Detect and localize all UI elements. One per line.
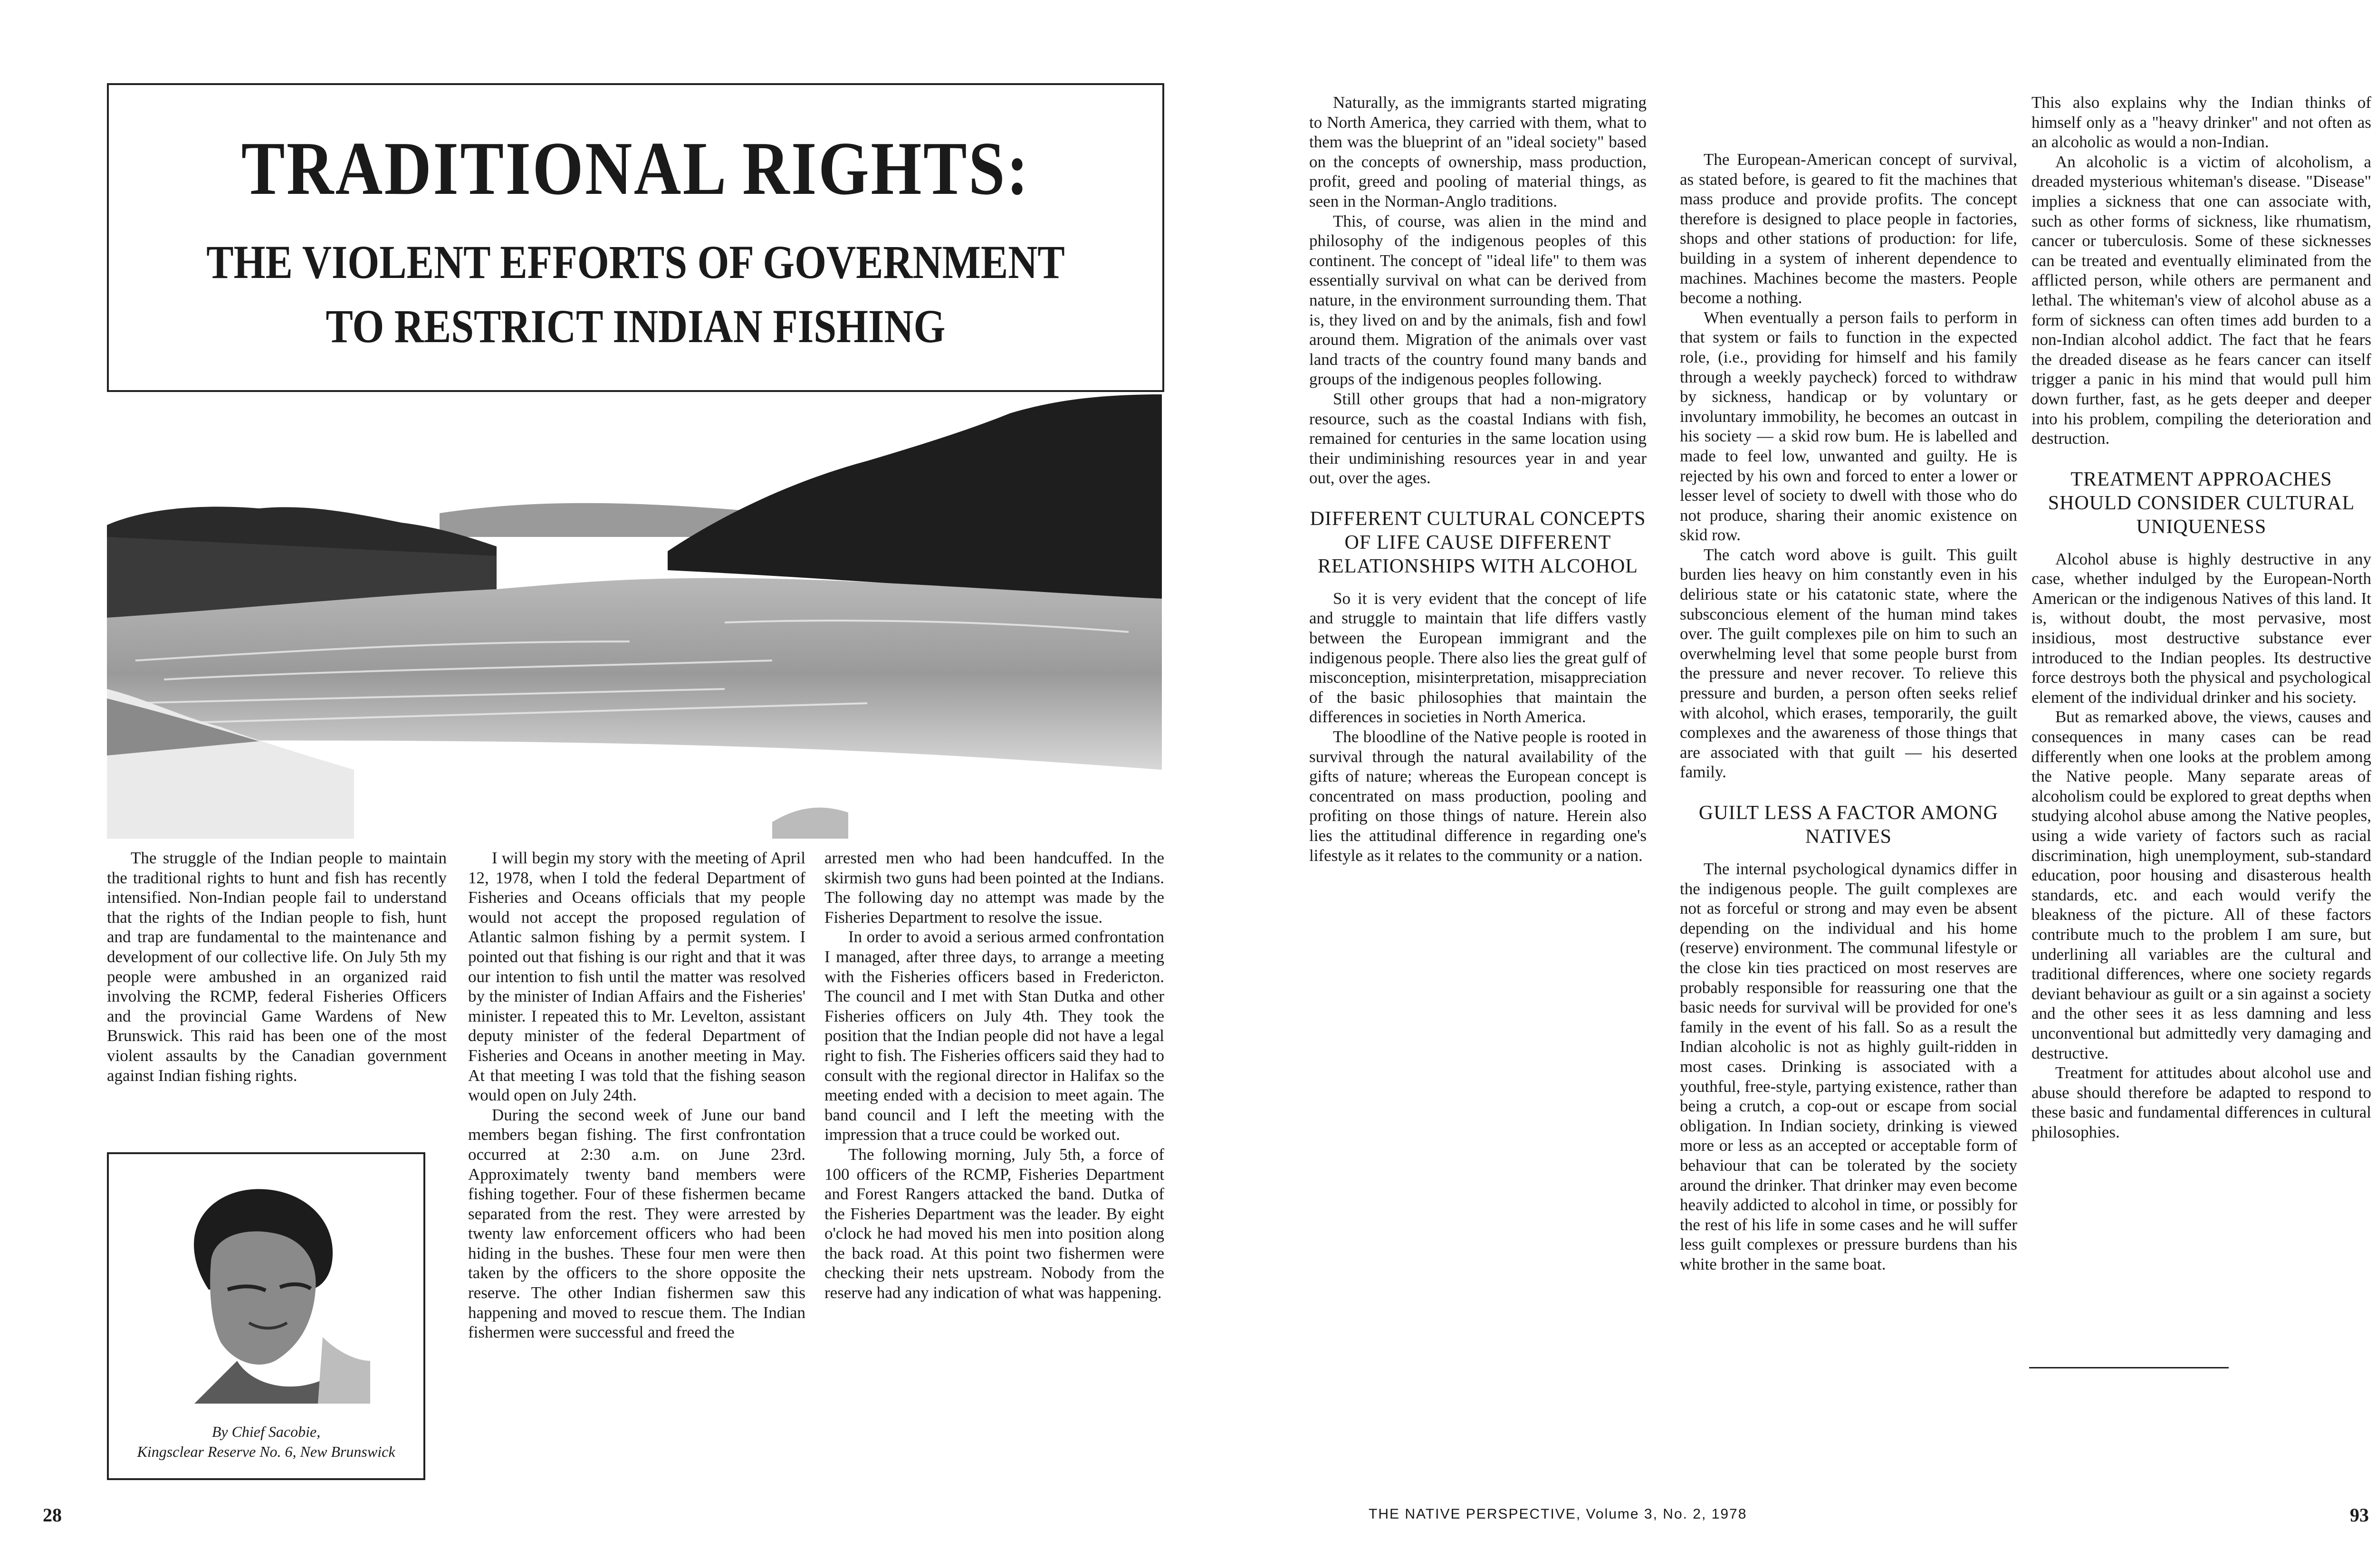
article-column-3	[824, 848, 1164, 1303]
paragraph: When eventually a person fails to perform in that system or fails to function in the expected role, (i.e., providing for himself and his family through a weekly paycheck) forced to withdraw by sickness, handicap or by voluntary or involuntary immobility, he becomes an outcast in his society — a skid row bum. He is labelled and made to feel low, unwanted and guilty. He is rejected by his own and forced to enter a lower or lesser level of society to dwell with those who do not produce, sharing their anomic existence on skid row.	[1680, 308, 2017, 545]
paragraph: This also explains why the Indian thinks of himself only as a "heavy drinker" and not often as an alcoholic as would a non-Indian.	[2031, 93, 2371, 152]
paragraph: This, of course, was alien in the mind and philosophy of the indigenous peoples of this continent. The concept of "ideal life" to them was essentially survival on what can be derived from nature, in the environment surrounding them. That is, they lived on and by the animals, fish and fowl around them. Migration of the animals over vast land tracts of the country found many bands and groups of the indigenous peoples following.	[1309, 211, 1647, 389]
title-box	[107, 83, 1164, 392]
paragraph: The following morning, July 5th, a force of 100 officers of the RCMP, Fisheries Department and Forest Rangers attacked the band. Dutka of the Fisheries Department was the leader. By eight o'clock he had moved his men into position along the back road. At this point two fishermen were checking their nets upstream. Nobody from the reserve had any indication of what was happening.	[824, 1145, 1164, 1302]
section-heading: DIFFERENT CULTURAL CONCEPTS OF LIFE CAUSE DIFFERENT RELATIONSHIPS WITH ALCOHOL	[1310, 507, 1646, 577]
paragraph: The internal psychological dynamics differ in the indigenous people. The guilt complexes are not as forceful or strong and may even be absent depending on the individual and his home (reserve) environment. The communal lifestyle or the close kin ties practiced on most reserves are probably responsible for reassuring one that the basic needs for survival will be provided for one's family in the event of his fall. So as a result the Indian alcoholic is not as highly guilt-ridden in most cases. Drinking is associated with a youthful, free-style, partying existence, rather than being a crutch, a cop-out or escape from social obligation. In Indian society, drinking is viewed more or less as an accepted or acceptable form of behaviour that can be tolerated by the society around the drinker. That drinker may even become heavily addicted to alcohol in time, or possibly for the rest of his life in some cases and he will suffer less guilt complexes or pressure burdens than his white brother in the same boat.	[1680, 860, 2017, 1273]
paragraph: The European-American concept of survival, as stated before, is geared to fit the machines that mass produce and provide profits. The concept therefore is designed to place people in factories, shops and other stations of production: for life, building in a system of inherent dependence to machines. Machines become the masters. People become a nothing.	[1680, 150, 2017, 307]
river-photo	[107, 394, 1162, 839]
article-column-6	[2031, 93, 2371, 1142]
paragraph: During the second week of June our band members began fishing. The first confrontation occurred at 2:30 a.m. on June 23rd. Approximately twenty band members were fishing together. Four of these fishermen became separated from the rest. They were arrested by twenty law enforcement officers who had been hiding in the bushes. These four men were then taken by the officers to the shore opposite the reserve. The other Indian fishermen saw this happening and moved to rescue them. The Indian fishermen were successful and freed the	[468, 1105, 805, 1342]
paragraph: So it is very evident that the concept of life and struggle to maintain that life differs vastly between the European immigrant and the indigenous people. There also lies the great gulf of misconception, misinterpretation, misappreciation of the basic philosophies that maintain the differences in societies in North America.	[1309, 589, 1647, 727]
article-title: TRADITIONAL RIGHTS:	[241, 126, 1030, 210]
paragraph: But as remarked above, the views, causes and consequences in many cases can be read differently when one looks at the problem among the Native people. Many separate areas of alcoholism could be explored to great depths when studying alcohol abuse among the Native peoples, using a wide variety of factors such as racial discrimination, high unemployment, sub-standard education, poor housing and disasterous health standards, etc. and each would verify the bleakness of the picture. All of these factors contribute much to the problem I am sure, but underlining all variables are the cultural and traditional differences, where one society regards deviant behaviour as guilt or a sin against a society and the other sees it as less damning and less unconventional but admittedly very damaging and destructive.	[2031, 708, 2371, 1062]
page-number-right: 93	[2350, 1504, 2369, 1526]
paragraph: Still other groups that had a non-migratory resource, such as the coastal Indians with fish, remained for centuries in the same location using their undiminishing resources year in and year out, over the ages.	[1309, 389, 1647, 488]
article-column-4	[1309, 93, 1647, 865]
paragraph: Naturally, as the immigrants started migrating to North America, they carried with them, what to them was the blueprint of an "ideal society" based on the concepts of ownership, mass production, profit, greed and pooling of material things, as seen in the Norman-Anglo traditions.	[1309, 93, 1647, 210]
paragraph: The bloodline of the Native people is rooted in survival through the natural availability of the gifts of nature; whereas the European concept is concentrated on mass production, pooling and profiting on those things of nature. Herein also lies the attitudinal difference in regarding one's lifestyle as it relates to the community or a nation.	[1309, 727, 1647, 865]
section-heading: GUILT LESS A FACTOR AMONG NATIVES	[1698, 802, 1999, 848]
article-column-1	[107, 848, 447, 1085]
end-rule	[2029, 1367, 2229, 1368]
author-caption-line2: Kingsclear Reserve No. 6, New Brunswick	[137, 1443, 395, 1460]
article-subtitle-line2: TO RESTRICT INDIAN FISHING	[326, 300, 946, 353]
paragraph: The catch word above is guilt. This guilt burden lies heavy on him constantly even in his delirious state or his catatonic state, where the subsconcious element of the human mind takes over. The guilt complexes pile on him to such an overwhelming level that some people burst from the pressure and never recover. To relieve this pressure and burden, a person often seeks relief with alcohol, which erases, temporarily, the guilt complexes and the awareness of those things that are associated with that guilt — his deserted family.	[1680, 545, 2017, 782]
article-column-2	[468, 848, 805, 1342]
paragraph: arrested men who had been handcuffed. In the skirmish two guns had been pointed at the Indians. The following day no attempt was made by the Fisheries Department to resolve the issue.	[824, 849, 1164, 927]
article-column-5	[1680, 150, 2017, 1274]
paragraph: The struggle of the Indian people to maintain the traditional rights to hunt and fish has recently intensified. Non-Indian people fail to understand that the rights of the Indian people to fish, hunt and trap are fundamental to the maintenance and development of our collective life. On July 5th my people were ambushed in an organized raid involving the RCMP, federal Fisheries Officers and the provincial Game Wardens of New Brunswick. This raid has been one of the most violent assaults by the Canadian government against Indian fishing rights.	[107, 849, 447, 1085]
paragraph: In order to avoid a serious armed confrontation I managed, after three days, to arrange a meeting with the Fisheries officers based in Fredericton. The council and I met with Stan Dutka and other Fisheries officers on July 4th. They took the position that the Indian people did not have a legal right to fish. The Fisheries officers said they had to consult with the regional director in Halifax so the meeting ended with a decision to meet again. The band council and I left the meeting with the impression that a truce could be worked out.	[824, 927, 1164, 1144]
page-number-left: 28	[43, 1504, 62, 1526]
author-photo-box	[107, 1152, 425, 1480]
paragraph: Alcohol abuse is highly destructive in any case, whether indulged by the European-North American or the indigenous Natives of this land. It is, without doubt, the most pervasive, most insidious, most destructive substance ever introduced to the Indian peoples. Its destructive force destroys both the physical and psychological element of the individual drinker and his society.	[2031, 549, 2371, 707]
paragraph: I will begin my story with the meeting of April 12, 1978, when I told the federal Department of Fisheries and Oceans officials that my people would not accept the proposed regulation of Atlantic salmon fishing by a permit system. I pointed out that fishing is our right and that it was our intention to fish until the matter was resolved by the minister of Indian Affairs and the Fisheries' minister. I repeated this to Mr. Levelton, assistant deputy minister of the federal Department of Fisheries and Oceans in another meeting in May. At that meeting I was told that the fishing season would open on July 24th.	[468, 849, 805, 1105]
author-caption-line1: By Chief Sacobie,	[211, 1423, 321, 1440]
author-caption	[109, 1422, 423, 1462]
right-page	[1212, 0, 2376, 1568]
paragraph: An alcoholic is a victim of alcoholism, a dreaded mysterious whiteman's disease. "Disease" implies a sickness that one can associate with, such as other forms of sickness, like rhumatism, cancer or tuberculosis. Some of these sicknesses can be treated and eventually eliminated from the afflicted person, while others are permanent and lethal. The whiteman's view of alcohol abuse as a form of sickness can often times add burden to a non-Indian alcohol addict. The fact that he fears the dreaded disease as he fears cancer can itself trigger a panic in his mind that would pull him down further, fast, as he gets deeper and deeper into his problem, compiling the deterioration and destruction.	[2031, 152, 2371, 448]
magazine-footer: THE NATIVE PERSPECTIVE, Volume 3, No. 2, 1978	[1369, 1506, 1747, 1522]
article-subtitle-line1: THE VIOLENT EFFORTS OF GOVERNMENT	[206, 236, 1065, 288]
author-portrait	[166, 1180, 370, 1404]
section-heading: TREATMENT APPROACHES SHOULD CONSIDER CULTURAL UNIQUENESS	[2048, 468, 2355, 538]
paragraph: Treatment for attitudes about alcohol use and abuse should therefore be adapted to respond to these basic and fundamental differences in cultural philosophies.	[2031, 1063, 2371, 1141]
